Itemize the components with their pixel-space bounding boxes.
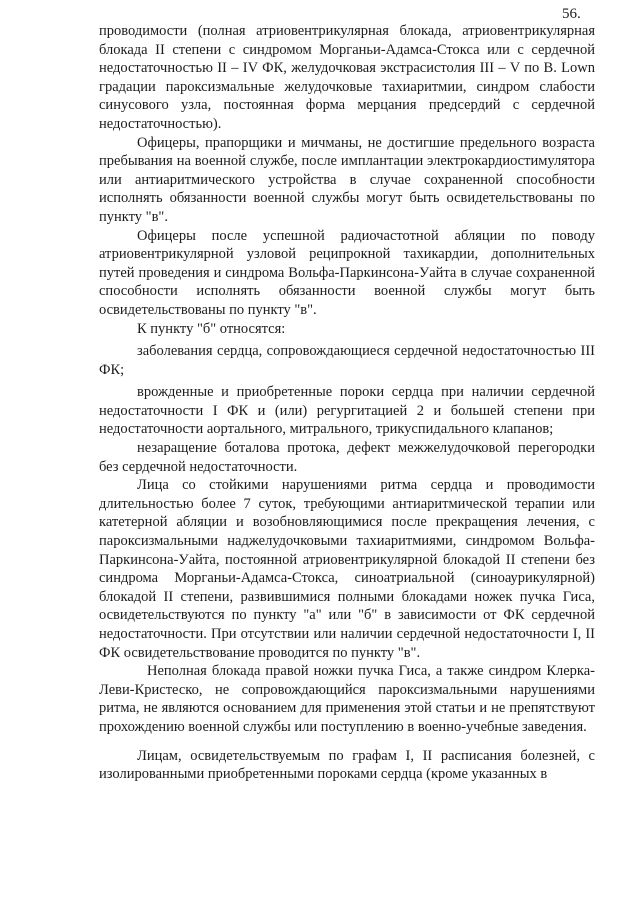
paragraph-9: Неполная блокада правой ножки пучка Гиса, а также синдром Клерка-Леви-Кристеско, не сопровождающийся пароксизмальными нарушениями ритма, не являются основанием для применения этой статьи и не препятствуют прохождению военной службы или поступлению в военно-учебные заведения. <box>99 663 595 735</box>
page-number: 56. <box>562 6 581 22</box>
paragraph-8: Лица со стойкими нарушениями ритма сердца и проводимости длительностью более 7 суток, требующими антиаритмической терапии или катетерной абляции и возобновляющимися после прекращения лечения, с пароксизмальными наджелудочковыми тахиаритмиями, синдромом Вольфа-Паркинсона-Уайта, постоянной атриовентрикулярной блокадой II степени без синдрома Морганьи-Адамса-Стокса, синоатриальной (синоаурикулярной) блокадой II степени, развившимися полными блокадами ножек пучка Гиса, освидетельствуются по пункту "а" или "б" в зависимости от ФК сердечной недостаточности. При отсутствии или наличии сердечной недостаточности I, II ФК освидетельствование проводится по пункту "в". <box>99 477 595 661</box>
paragraph-3: Офицеры после успешной радиочастотной абляции по поводу атриовентрикулярной узловой реципрокной тахикардии, дополнительных путей проведения и синдрома Вольфа-Паркинсона-Уайта в случае сохраненной способности исполнять обязанности военной службы могут быть освидетельствованы по пункту "в". <box>99 227 595 318</box>
paragraph-7: незаращение боталова протока, дефект межжелудочковой перегородки без сердечной недостаточности. <box>99 440 595 475</box>
paragraph-5: заболевания сердца, сопровождающиеся сердечной недостаточностью III ФК; <box>99 343 595 378</box>
paragraph-2: Офицеры, прапорщики и мичманы, не достигшие предельного возраста пребывания на военной службе, после имплантации электрокардиостимулятора или антиаритмического устройства в случае сохраненной способности исполнять обязанности военной службы могут быть освидетельствованы по пункту "в". <box>99 134 595 225</box>
paragraph-10: Лицам, освидетельствуемым по графам I, II расписания болезней, с изолированными приобретенными пороками сердца (кроме указанных в <box>99 747 595 783</box>
document-body <box>99 22 595 784</box>
paragraph-1: проводимости (полная атриовентрикулярная блокада, атриовентрикулярная блокада II степени с синдромом Морганьи-Адамса-Стокса или с сердечной недостаточностью II – IV ФК, желудочковая экстрасистолия III – V по B. Lown градации пароксизмальные желудочковые тахиаритмии, синдром слабости синусового узла, постоянная форма мерцания предсердий с сердечной недостаточностью). <box>99 23 595 132</box>
paragraph-4: К пункту "б" относятся: <box>137 320 286 337</box>
paragraph-6: врожденные и приобретенные пороки сердца при наличии сердечной недостаточности I ФК и (или) регургитацией 2 и большей степени при недостаточности аортального, митрального, трикуспидального клапанов; <box>99 384 595 438</box>
